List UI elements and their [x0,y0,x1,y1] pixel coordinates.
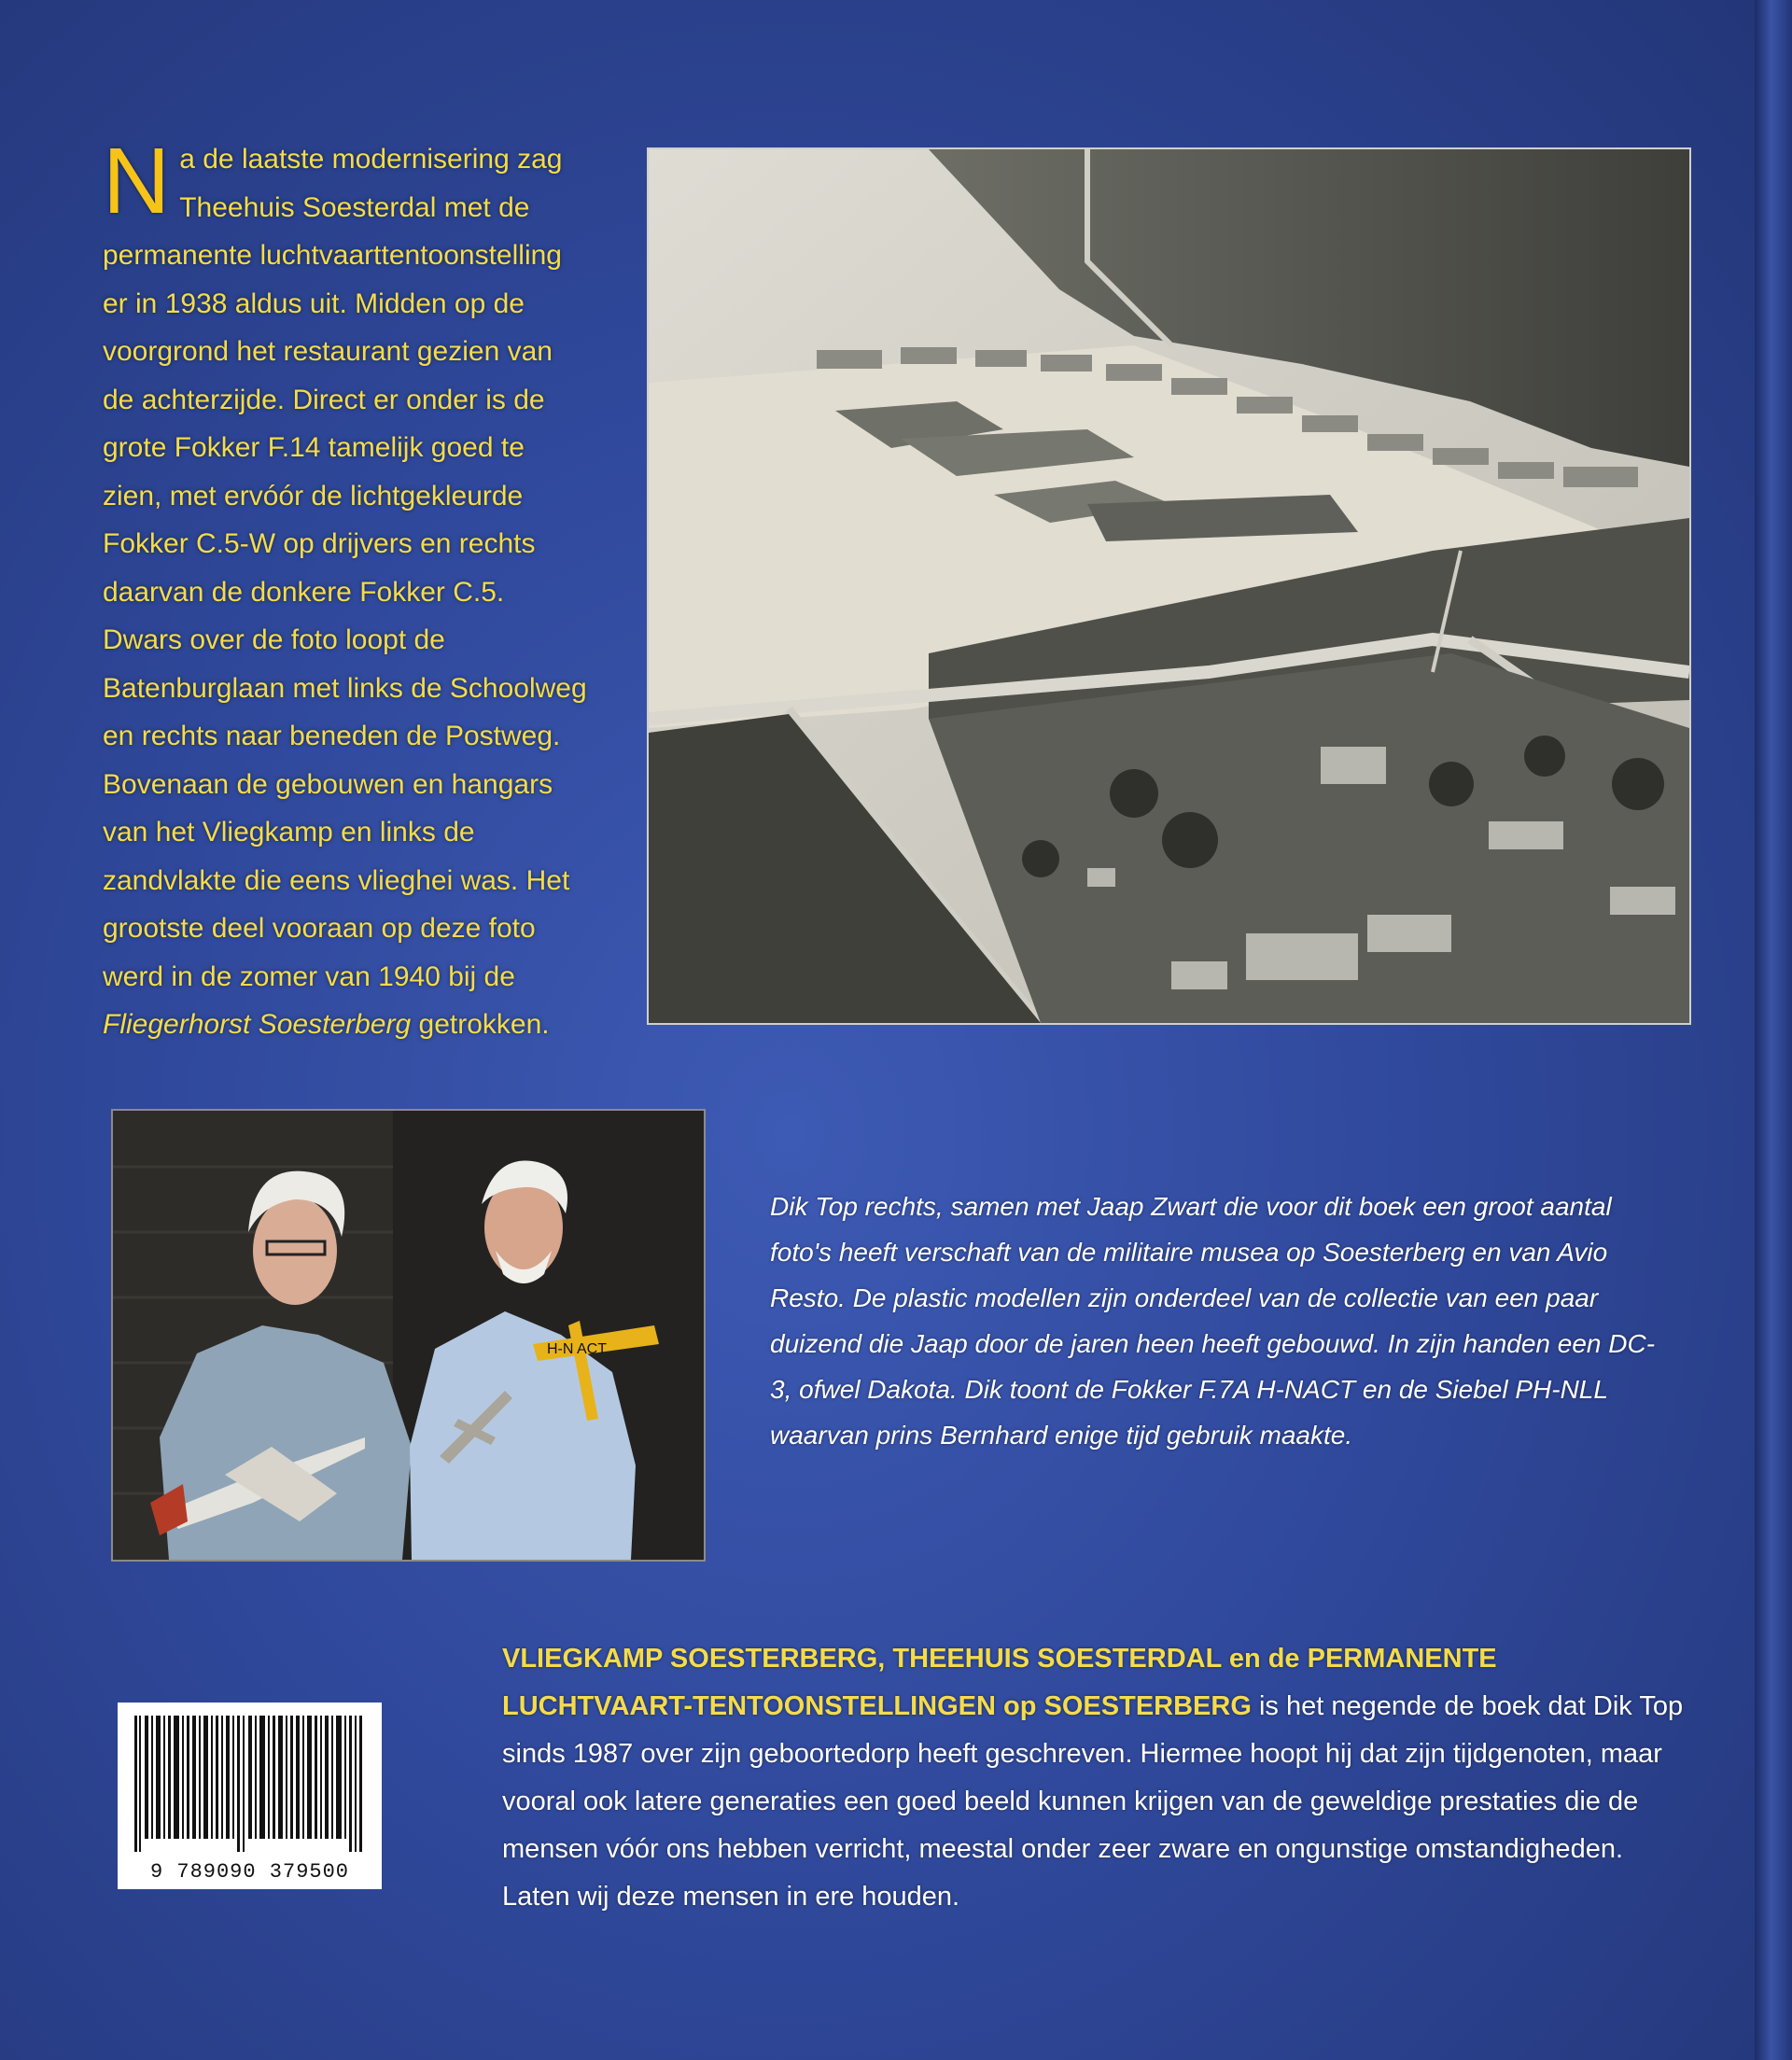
blurb-paragraph [502,1635,1687,1921]
intro-italic: Fliegerhorst Soesterberg [103,1009,412,1040]
blurb-connector-2: op [995,1691,1044,1721]
blurb-highlight-2: PERMANENTE LUCHTVAART-TENTOONSTELLINGEN [502,1644,1497,1721]
barcode-bars [118,1703,382,1852]
aerial-photo [649,149,1689,1023]
isbn-barcode [118,1703,382,1889]
photo-caption [770,1184,1666,1458]
drop-cap: N [103,129,171,233]
blurb-connector-1: en de [1221,1644,1308,1674]
model-registration: H-N ACT [547,1341,607,1357]
people-photo [113,1111,704,1560]
intro-text-main: a de laatste modernisering zag Theehuis Soesterdal met de permanente luchtvaarttentoonstelling er in 1938 aldus uit. Midden op de voorgrond het restaurant gezien van de achterzijde. Direct er onder is de grote Fokker F.14 tamelijk goed te zien, met ervóór de lichtgekleurde Fokker C.5-W op drijvers en rechts daarvan de donkere Fokker C.5. Dwars over de foto loopt de Batenburglaan met links de Schoolweg en rechts naar beneden de Postweg. Bovenaan de gebouwen en hangars van het Vliegkamp en links de zandvlakte die eens vlieghei was. Het grootste deel vooraan op deze foto werd in de zomer van 1940 bij de [103,144,587,992]
book-spine [1755,0,1792,2060]
intro-text [103,129,588,1049]
intro-paragraph [103,129,588,1049]
left-person-sweater [160,1325,412,1560]
caption-text: Dik Top rechts, samen met Jaap Zwart die voor dit boek een groot aantal foto's heeft verschaft van de militaire musea op Soesterberg en van Avio Resto. De plastic modellen zijn onderdeel van de collectie van een paar duizend die Jaap door de jaren heen heeft gebouwd. In zijn handen een DC-3, ofwel Dakota. Dik toont de Fokker F.7A H-NACT en de Siebel PH-NLL waarvan prins Bernhard enige tijd gebruik maakte. [770,1192,1656,1450]
intro-text-end: getrokken. [411,1009,550,1040]
blurb-highlight-1: VLIEGKAMP SOESTERBERG, THEEHUIS SOESTERDAL [502,1644,1222,1674]
isbn-number: 9 789090 379500 [149,1860,350,1884]
blurb-body: is het negende de boek dat Dik Top sinds 1987 over zijn geboortedorp heeft geschreven. Hiermee hoopt hij dat zijn tijdgenoten, maar vooral ook latere generaties een goed beeld kunnen krijgen van de geweldige prestaties die de mensen vóór ons hebben verricht, meestal onder zeer zware en ongunstige omstandigheden. Laten wij deze mensen in ere houden. [502,1691,1684,1912]
blurb-highlight-3: SOESTERBERG [1043,1691,1252,1721]
blurb-text [502,1635,1687,1921]
